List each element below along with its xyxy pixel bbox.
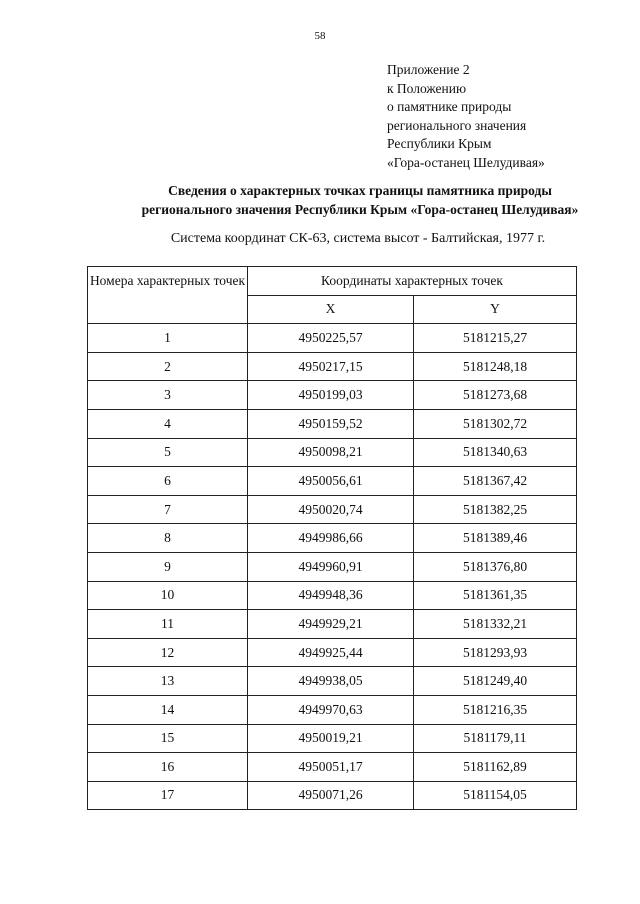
table-row [88, 381, 577, 410]
header-coordinates: Координаты характерных точек [248, 267, 577, 296]
x-coordinate-cell: 4950225,57 [248, 324, 414, 353]
y-coordinate-cell: 5181361,35 [414, 581, 577, 610]
y-coordinate-cell: 5181248,18 [414, 352, 577, 381]
y-coordinate-cell: 5181389,46 [414, 524, 577, 553]
point-number-cell: 13 [88, 667, 248, 696]
x-coordinate-cell: 4950098,21 [248, 438, 414, 467]
table-row [88, 724, 577, 753]
x-coordinate-cell: 4950020,74 [248, 495, 414, 524]
point-number-cell: 16 [88, 753, 248, 782]
appendix-line: регионального значения [387, 117, 527, 133]
y-coordinate-cell: 5181382,25 [414, 495, 577, 524]
y-coordinate-cell: 5181302,72 [414, 409, 577, 438]
x-coordinate-cell: 4949948,36 [248, 581, 414, 610]
table-row [88, 524, 577, 553]
y-coordinate-cell: 5181376,80 [414, 552, 577, 581]
coordinate-system-note: Система координат СК-63, система высот - Балтийская, 1977 г. [170, 231, 546, 246]
x-coordinate-cell: 4950159,52 [248, 409, 414, 438]
table-row [88, 781, 577, 810]
table-row [88, 467, 577, 496]
x-coordinate-cell: 4950217,15 [248, 352, 414, 381]
document-title [60, 182, 640, 219]
y-coordinate-cell: 5181367,42 [414, 467, 577, 496]
x-coordinate-cell: 4950199,03 [248, 381, 414, 410]
x-coordinate-cell: 4949960,91 [248, 552, 414, 581]
y-coordinate-cell: 5181340,63 [414, 438, 577, 467]
appendix-line: о памятнике природы [387, 99, 512, 114]
title-line-2: регионального значения Республики Крым «Гора-останец Шелудивая» [141, 201, 579, 217]
table-row [88, 581, 577, 610]
appendix-line: Приложение 2 [387, 62, 470, 77]
table-row [88, 409, 577, 438]
table-body [88, 324, 577, 810]
point-number-cell: 10 [88, 581, 248, 610]
table-row [88, 495, 577, 524]
point-number-cell: 3 [88, 381, 248, 410]
point-number-cell: 4 [88, 409, 248, 438]
table-row [88, 438, 577, 467]
page-number: 58 [314, 30, 326, 42]
y-coordinate-cell: 5181216,35 [414, 695, 577, 724]
point-number-cell: 6 [88, 467, 248, 496]
point-number-cell: 12 [88, 638, 248, 667]
header-point-numbers: Номера характерных точек [88, 267, 248, 324]
y-coordinate-cell: 5181215,27 [414, 324, 577, 353]
y-coordinate-cell: 5181162,89 [414, 753, 577, 782]
point-number-cell: 17 [88, 781, 248, 810]
coordinates-table [87, 266, 577, 810]
title-line-1: Сведения о характерных точках границы памятника природы [168, 183, 552, 198]
point-number-cell: 5 [88, 438, 248, 467]
table-row [88, 638, 577, 667]
appendix-line: к Положению [387, 80, 467, 96]
point-number-cell: 7 [88, 495, 248, 524]
x-coordinate-cell: 4949986,66 [248, 524, 414, 553]
point-number-cell: 15 [88, 724, 248, 753]
x-coordinate-cell: 4949925,44 [248, 638, 414, 667]
table-row [88, 695, 577, 724]
point-number-cell: 14 [88, 695, 248, 724]
point-number-cell: 2 [88, 352, 248, 381]
point-number-cell: 9 [88, 552, 248, 581]
point-number-cell: 1 [88, 324, 248, 353]
appendix-line: «Гора-останец Шелудивая» [387, 154, 545, 170]
y-coordinate-cell: 5181332,21 [414, 610, 577, 639]
x-coordinate-cell: 4949938,05 [248, 667, 414, 696]
x-coordinate-cell: 4949929,21 [248, 610, 414, 639]
x-coordinate-cell: 4950051,17 [248, 753, 414, 782]
point-number-cell: 11 [88, 610, 248, 639]
point-number-cell: 8 [88, 524, 248, 553]
table-row [88, 610, 577, 639]
table-row [88, 352, 577, 381]
y-coordinate-cell: 5181273,68 [414, 381, 577, 410]
appendix-line: Республики Крым [387, 136, 492, 151]
table-row [88, 552, 577, 581]
header-x: X [248, 295, 414, 324]
table-row [88, 753, 577, 782]
x-coordinate-cell: 4950056,61 [248, 467, 414, 496]
x-coordinate-cell: 4950019,21 [248, 724, 414, 753]
table-header-row [88, 267, 577, 296]
y-coordinate-cell: 5181154,05 [414, 781, 577, 810]
x-coordinate-cell: 4949970,63 [248, 695, 414, 724]
y-coordinate-cell: 5181249,40 [414, 667, 577, 696]
header-y: Y [414, 295, 577, 324]
x-coordinate-cell: 4950071,26 [248, 781, 414, 810]
table-row [88, 324, 577, 353]
y-coordinate-cell: 5181293,93 [414, 638, 577, 667]
appendix-note [387, 61, 545, 172]
table-row [88, 667, 577, 696]
y-coordinate-cell: 5181179,11 [414, 724, 577, 753]
